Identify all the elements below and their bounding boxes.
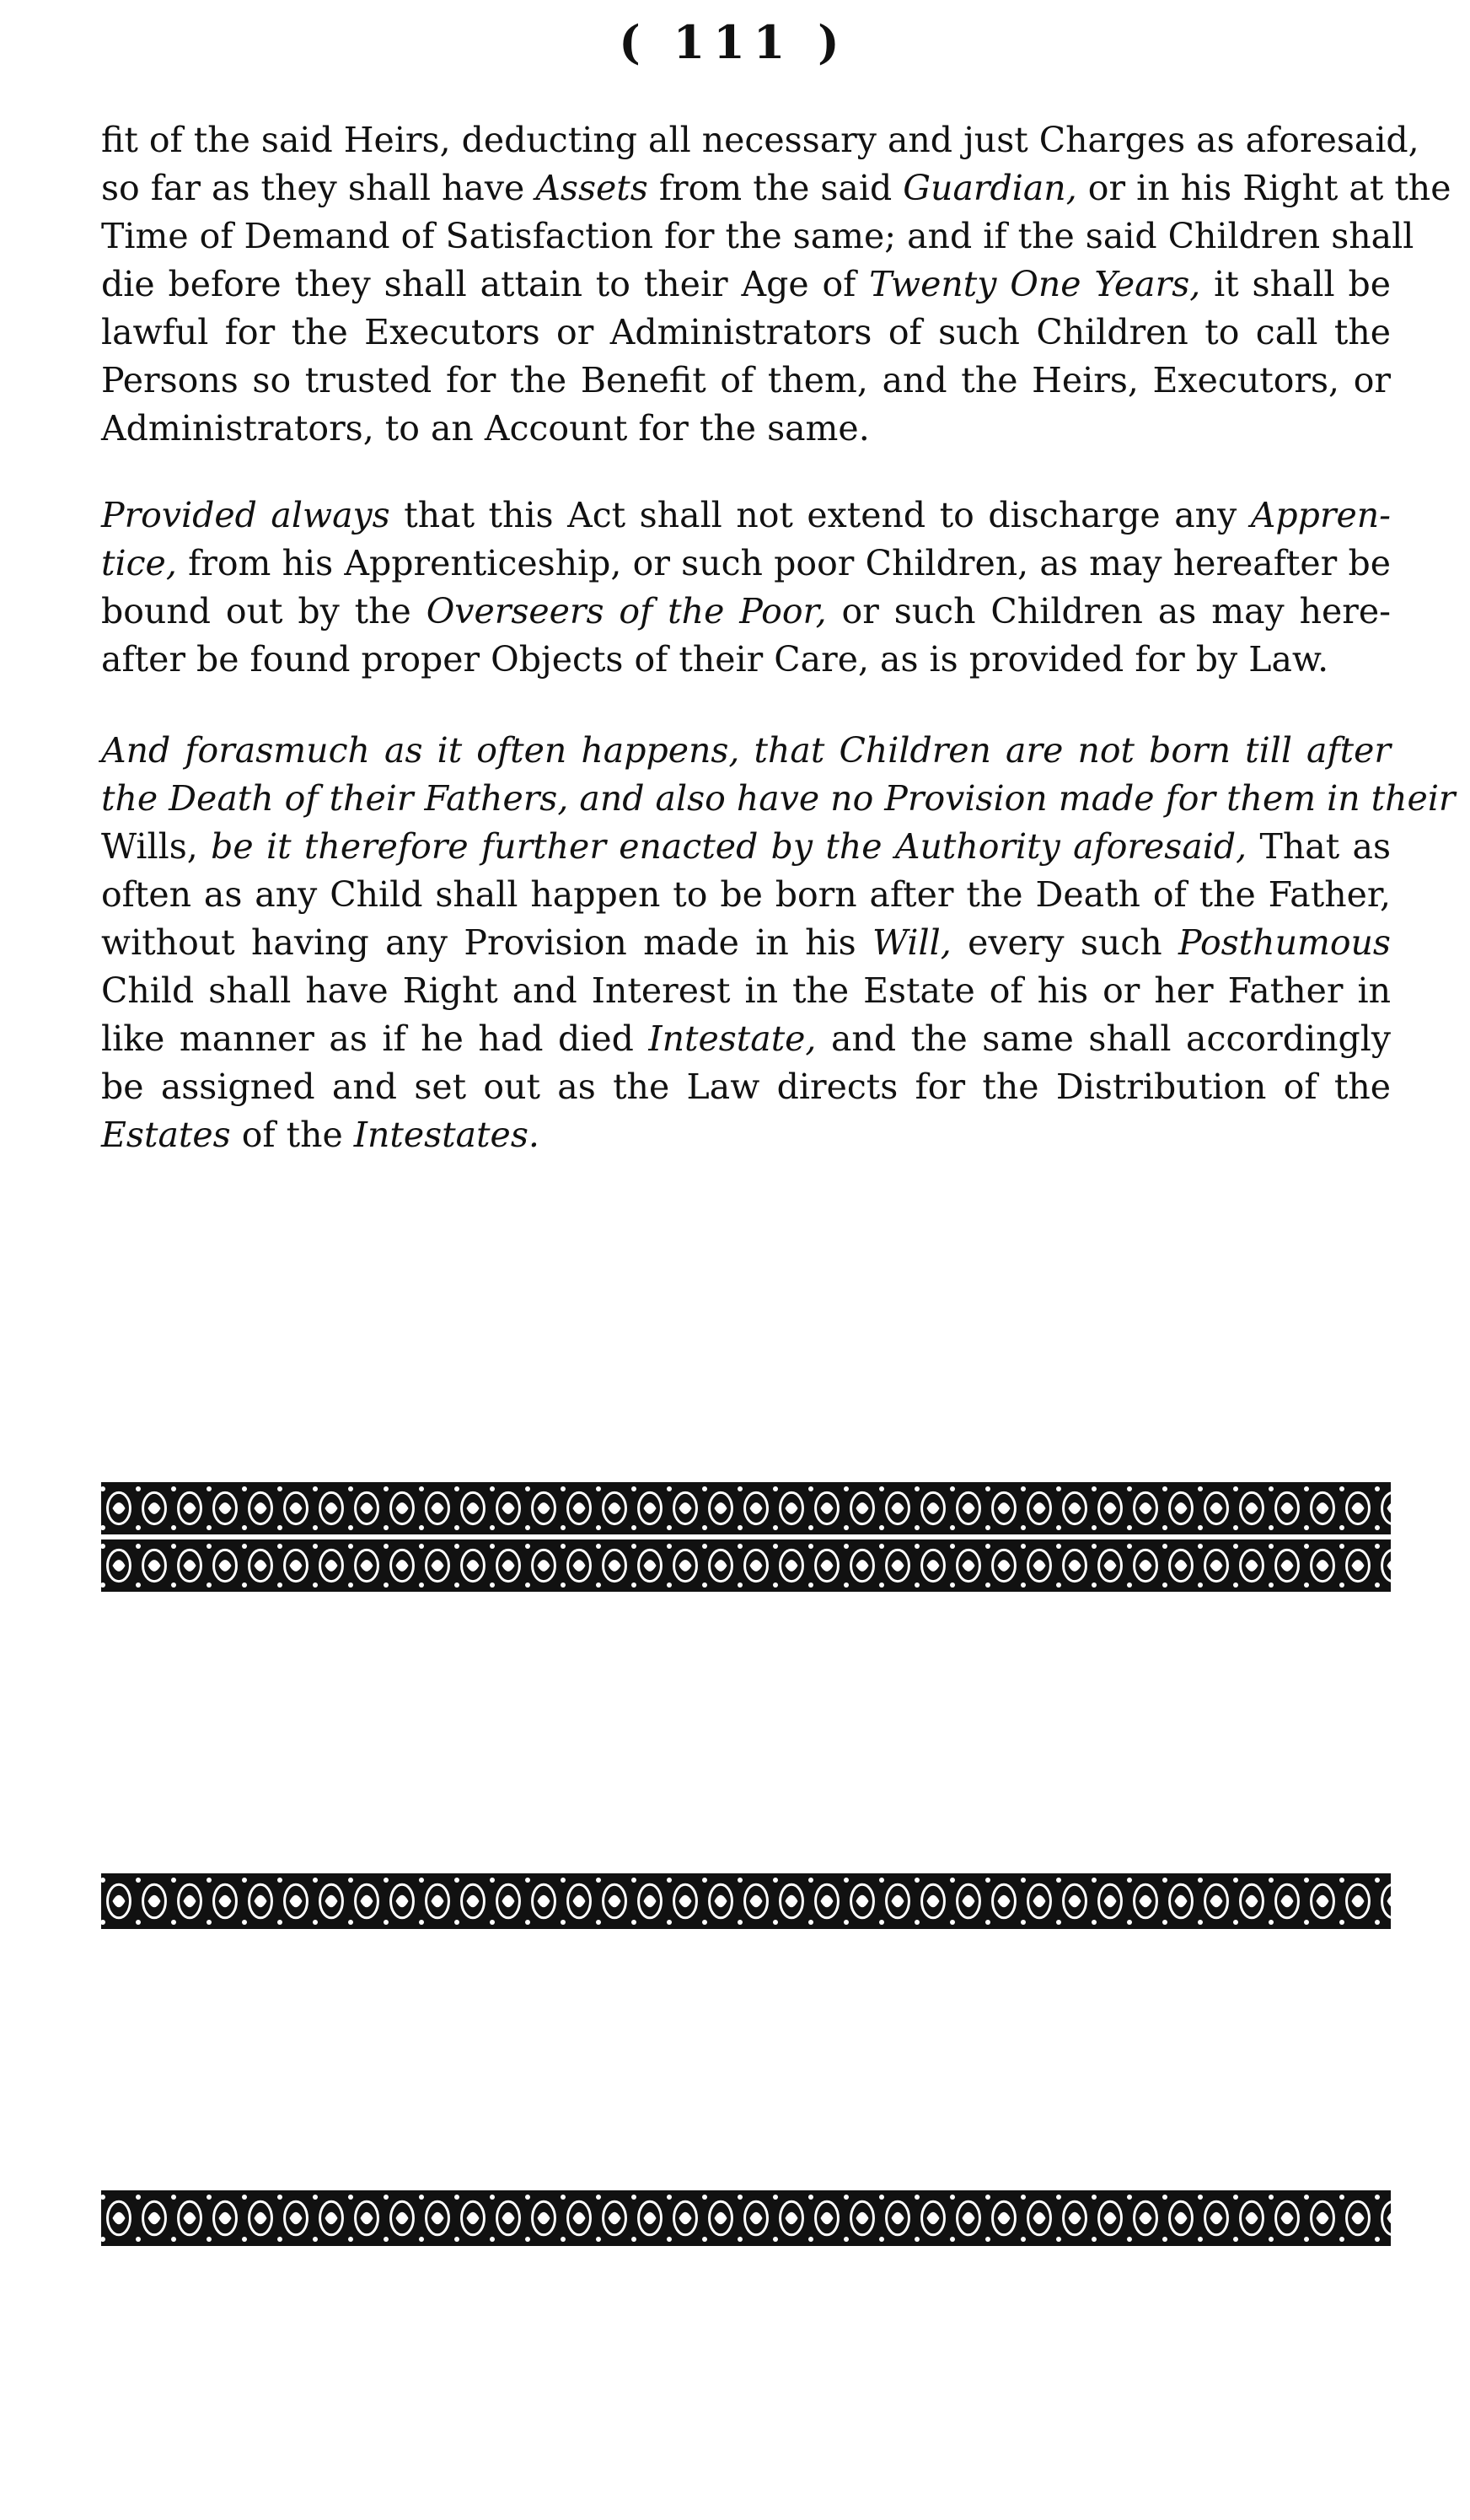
ornament-band (101, 2190, 1391, 2246)
text-line (101, 492, 1391, 540)
text-run: like manner as if he had died (101, 1018, 649, 1059)
italic-run: And forasmuch as it often happens, that Children are not born till after (101, 730, 1391, 771)
italic-run: be it therefore further enacted by the Authority aforesaid, (211, 826, 1247, 867)
italic-run: Intestates. (353, 1115, 539, 1155)
text-run: from the said (647, 168, 904, 208)
text-run: Wills, (101, 826, 212, 867)
text-run: be assigned and set out as the Law directs for the Distribution of the (101, 1067, 1391, 1107)
italic-run: Provided always (101, 495, 390, 535)
text-line (101, 967, 1391, 1015)
text-run: Administrators, to an Account for the same. (101, 408, 870, 449)
text-line (101, 116, 1419, 164)
text-line (101, 588, 1391, 636)
text-run: Child shall have Right and Interest in the Estate of his or her Father in (101, 970, 1391, 1011)
text-run: bound out by the (101, 591, 427, 631)
text-run: That as (1247, 826, 1391, 867)
italic-run: Assets (535, 168, 648, 208)
text-line (101, 1111, 1391, 1159)
italic-run: Appren- (1250, 495, 1391, 535)
text-run: so far as they shall have (101, 168, 536, 208)
italic-run: Twenty One Years, (869, 264, 1201, 304)
text-line (101, 164, 1451, 212)
page-number: ( 111 ) (619, 15, 848, 69)
text-line (101, 1015, 1391, 1063)
text-line (101, 775, 1456, 823)
text-line (101, 261, 1391, 309)
paragraph-posthumous-child (101, 727, 1456, 1159)
text-run: it shall be (1200, 264, 1391, 304)
italic-run: Will, (872, 922, 952, 963)
text-line (101, 357, 1391, 405)
text-run: die before they shall attain to their Age of (101, 264, 870, 304)
italic-run: Intestate, (648, 1018, 817, 1059)
text-run: without having any Provision made in his (101, 922, 872, 963)
ornament-band (101, 1873, 1391, 1929)
text-run: lawful for the Executors or Administrators of such Children to call the (101, 312, 1391, 352)
paragraph-heirs-accounting (101, 116, 1451, 453)
text-run: that this Act shall not extend to discharge any (389, 495, 1251, 535)
text-line (101, 919, 1391, 967)
text-line (101, 212, 1414, 261)
text-run: or such Children as may here- (826, 591, 1391, 631)
text-line (101, 309, 1391, 357)
italic-run: the Death of their Fathers, and also have no Provision made for them in their (101, 778, 1456, 819)
text-line (101, 405, 1391, 453)
text-line (101, 871, 1391, 919)
text-run: or in his Right at the (1076, 168, 1451, 208)
text-run: Persons so trusted for the Benefit of them, and the Heirs, Executors, or (101, 360, 1391, 400)
text-run: Time of Demand of Satisfaction for the same; and if the said Children shall (101, 216, 1414, 256)
paragraph-apprentice-proviso (101, 492, 1391, 684)
text-line (101, 823, 1391, 871)
text-line (101, 636, 1391, 684)
text-run: of the (230, 1115, 354, 1155)
italic-run: tice, (101, 543, 177, 583)
ornament-band-double (101, 1482, 1391, 1592)
italic-run: Overseers of the Poor, (426, 591, 827, 631)
text-line (101, 727, 1391, 775)
italic-run: Estates (101, 1115, 231, 1155)
text-line (101, 1063, 1391, 1111)
text-run: from his Apprenticeship, or such poor Children, as may hereafter be (176, 543, 1391, 583)
text-line (101, 540, 1391, 588)
text-run: often as any Child shall happen to be born after the Death of the Father, (101, 874, 1391, 915)
italic-run: Guardian, (903, 168, 1077, 208)
text-run: and the same shall accordingly (816, 1018, 1391, 1059)
text-run: every such (951, 922, 1179, 963)
text-run: after be found proper Objects of their Care, as is provided for by Law. (101, 639, 1329, 680)
text-run: fit of the said Heirs, deducting all necessary and just Charges as aforesaid, (101, 120, 1419, 160)
italic-run: Posthumous (1178, 922, 1391, 963)
